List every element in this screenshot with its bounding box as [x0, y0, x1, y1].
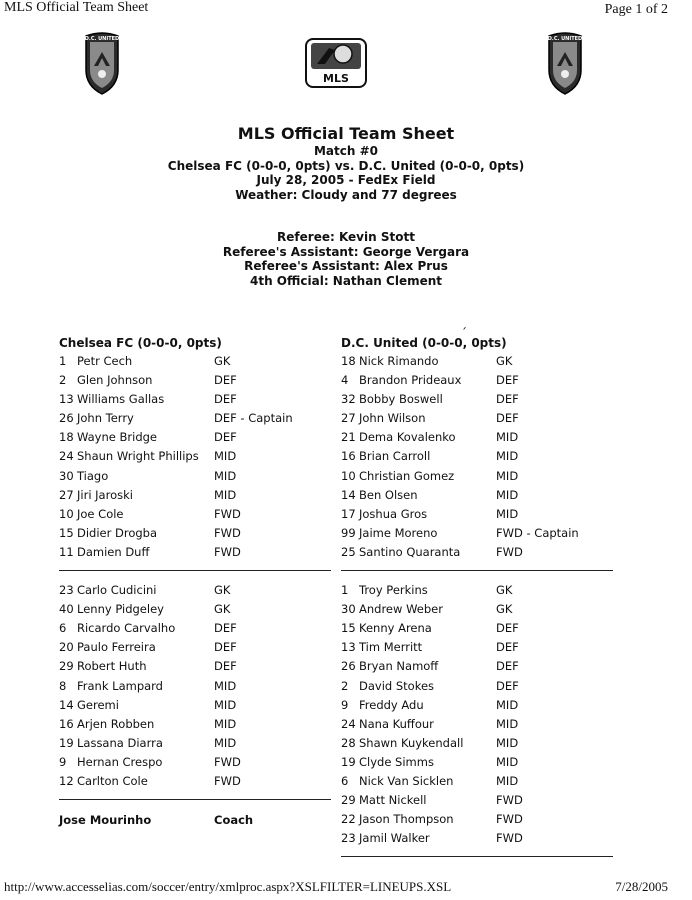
player-name: Glen Johnson: [77, 373, 153, 388]
player-name: Nick Rimando: [359, 354, 439, 368]
player-number: 25: [341, 544, 356, 559]
player-row: [341, 505, 613, 524]
coach-row: [59, 810, 349, 830]
player-position: GK: [496, 583, 513, 598]
player-position: MID: [496, 430, 519, 445]
player-name: Williams Gallas: [77, 392, 165, 407]
player-number: 9: [341, 697, 349, 712]
player-name: Troy Perkins: [359, 583, 428, 598]
player-number: 15: [59, 525, 74, 540]
player-number: 12: [59, 773, 74, 788]
crest-right-text: D.C. UNITED: [547, 36, 583, 42]
player-number: 19: [59, 735, 74, 750]
player-row: [341, 734, 613, 753]
player-position: FWD: [496, 793, 523, 808]
officials-block: [0, 230, 692, 288]
player-number: 4: [341, 373, 349, 388]
player-row: [341, 428, 613, 447]
player-number: 15: [341, 621, 356, 636]
player-position: FWD: [496, 544, 523, 559]
player-position: DEF: [214, 430, 237, 445]
player-row: [341, 581, 613, 600]
player-name: Bobby Boswell: [359, 392, 443, 407]
player-position: DEF: [214, 373, 237, 388]
player-number: 13: [59, 392, 74, 407]
player-position: MID: [214, 468, 237, 483]
player-row: [59, 447, 349, 466]
assistant-referee-2: Referee's Assistant: Alex Prus: [244, 259, 448, 273]
crest-left-text: D.C. UNITED: [84, 36, 120, 42]
coach-label: Coach: [214, 813, 254, 828]
player-name: Wayne Bridge: [77, 430, 157, 445]
player-row: [59, 543, 349, 562]
subs-list: [341, 581, 613, 848]
player-name: Carlo Cudicini: [77, 583, 157, 598]
player-position: GK: [214, 602, 231, 617]
player-position: MID: [214, 449, 237, 464]
player-number: 24: [59, 449, 74, 464]
team-chelsea: [59, 334, 349, 830]
sheet-title: MLS Official Team Sheet: [237, 124, 455, 143]
starters-list: [59, 352, 349, 562]
teams-line: Chelsea FC (0-0-0, 0pts) vs. D.C. United (0-0-0, 0pts): [167, 158, 525, 173]
player-name: Geremi: [77, 697, 119, 712]
print-date: 7/28/2005: [615, 879, 668, 894]
player-position: FWD: [214, 525, 241, 540]
player-row: [341, 677, 613, 696]
sheet-title-block: [0, 124, 692, 202]
mls-logo-text: MLS: [323, 72, 349, 85]
player-row: [341, 447, 613, 466]
player-row: [341, 715, 613, 734]
player-row: [59, 371, 349, 390]
player-name: Brandon Prideaux: [359, 373, 462, 388]
player-name: David Stokes: [359, 678, 435, 693]
player-number: 1: [59, 354, 67, 368]
player-name: Shawn Kuykendall: [359, 735, 464, 750]
player-name: Tim Merritt: [359, 640, 423, 655]
player-position: MID: [496, 487, 519, 502]
player-number: 23: [341, 831, 356, 846]
player-position: DEF: [214, 659, 237, 674]
dc-united-crest-left: [82, 30, 122, 96]
print-header-title: MLS Official Team Sheet: [4, 0, 149, 15]
player-number: 99: [341, 525, 356, 540]
player-name: Ben Olsen: [359, 487, 418, 502]
player-number: 17: [341, 506, 356, 521]
player-number: 14: [59, 697, 74, 712]
divider: [59, 570, 331, 571]
player-row: [59, 600, 349, 619]
player-number: 24: [341, 716, 356, 731]
player-row: [59, 409, 349, 428]
player-position: MID: [214, 697, 237, 712]
print-url: http://www.accesselias.com/soccer/entry/xmlproc.aspx?XSLFILTER=LINEUPS.XSL: [4, 879, 452, 894]
player-row: [341, 657, 613, 676]
player-number: 29: [341, 793, 356, 808]
player-name: Damien Duff: [77, 544, 150, 559]
player-position: FWD: [496, 812, 523, 827]
player-name: Arjen Robben: [77, 716, 155, 731]
player-position: DEF: [214, 640, 237, 655]
player-number: 22: [341, 812, 356, 827]
player-position: MID: [214, 487, 237, 502]
player-number: 40: [59, 602, 74, 617]
player-row: [341, 467, 613, 486]
player-position: DEF: [496, 411, 519, 426]
player-name: Joshua Gros: [359, 506, 428, 521]
player-name: Brian Carroll: [359, 449, 431, 464]
player-name: Clyde Simms: [359, 754, 434, 769]
player-name: Tiago: [77, 468, 109, 483]
player-number: 20: [59, 640, 74, 655]
player-row: [59, 581, 349, 600]
player-position: DEF: [496, 392, 519, 407]
player-number: 28: [341, 735, 356, 750]
player-position: MID: [214, 678, 237, 693]
player-position: DEF: [214, 621, 237, 636]
player-row: [341, 352, 613, 371]
player-position: MID: [496, 754, 519, 769]
player-name: Lenny Pidgeley: [77, 602, 164, 617]
player-number: 6: [341, 773, 349, 788]
player-row: [59, 505, 349, 524]
player-number: 26: [341, 659, 356, 674]
player-position: MID: [496, 773, 519, 788]
player-position: DEF: [496, 640, 519, 655]
player-number: 1: [341, 583, 349, 598]
player-position: DEF: [496, 621, 519, 636]
player-number: 19: [341, 754, 356, 769]
player-name: Christian Gomez: [359, 468, 455, 483]
player-position: MID: [496, 735, 519, 750]
player-number: 8: [59, 678, 67, 693]
player-number: 18: [341, 354, 356, 368]
player-position: GK: [496, 354, 513, 368]
coach-name: Jose Mourinho: [59, 813, 152, 828]
player-position: DEF: [496, 659, 519, 674]
player-number: 21: [341, 430, 356, 445]
player-row: [341, 791, 613, 810]
player-row: [59, 677, 349, 696]
player-row: [341, 486, 613, 505]
player-row: [341, 772, 613, 791]
divider: [59, 799, 331, 800]
player-row: [59, 734, 349, 753]
mls-logo: [305, 38, 367, 88]
player-row: [59, 428, 349, 447]
player-row: [341, 753, 613, 772]
player-name: Nick Van Sicklen: [359, 773, 454, 788]
player-row: [341, 638, 613, 657]
player-row: [59, 715, 349, 734]
player-row: [59, 753, 349, 772]
player-number: 26: [59, 411, 74, 426]
player-position: DEF: [496, 373, 519, 388]
player-number: 29: [59, 659, 74, 674]
player-number: 16: [59, 716, 74, 731]
player-name: Santino Quaranta: [359, 544, 461, 559]
player-name: Petr Cech: [77, 354, 133, 368]
player-position: MID: [496, 449, 519, 464]
player-name: John Wilson: [359, 411, 426, 426]
player-name: Jamil Walker: [359, 831, 430, 846]
player-row: [341, 829, 613, 848]
player-number: 32: [341, 392, 356, 407]
player-number: 14: [341, 487, 356, 502]
player-name: Matt Nickell: [359, 793, 427, 808]
player-position: FWD: [214, 506, 241, 521]
player-number: 10: [59, 506, 74, 521]
player-position: GK: [214, 354, 231, 368]
player-position: FWD: [214, 754, 241, 769]
player-name: Jiri Jaroski: [77, 487, 133, 502]
player-row: [341, 371, 613, 390]
assistant-referee-1: Referee's Assistant: George Vergara: [222, 244, 470, 259]
team-dc-united: [341, 334, 613, 867]
player-row: [59, 772, 349, 791]
player-name: Joe Cole: [77, 506, 124, 521]
team-name: Chelsea FC (0-0-0, 0pts): [59, 336, 222, 350]
player-position: DEF: [496, 678, 519, 693]
player-row: [59, 657, 349, 676]
dc-united-crest-right: [545, 30, 585, 96]
player-name: Didier Drogba: [77, 525, 158, 540]
player-name: Carlton Cole: [77, 773, 148, 788]
starters-list: [341, 352, 613, 562]
player-position: FWD: [214, 773, 241, 788]
player-number: 27: [341, 411, 356, 426]
player-name: Freddy Adu: [359, 697, 424, 712]
player-number: 2: [59, 373, 67, 388]
player-row: [59, 390, 349, 409]
player-number: 13: [341, 640, 356, 655]
player-row: [59, 467, 349, 486]
player-row: [341, 390, 613, 409]
referee: Referee: Kevin Stott: [277, 230, 415, 244]
team-name: D.C. United (0-0-0, 0pts): [341, 336, 507, 350]
player-number: 16: [341, 449, 356, 464]
player-number: 18: [59, 430, 74, 445]
match-number: Match #0: [313, 144, 378, 158]
player-name: Paulo Ferreira: [77, 640, 156, 655]
player-row: [341, 543, 613, 562]
player-number: 9: [59, 754, 67, 769]
player-row: [341, 524, 613, 543]
page-number: Page 1 of 2: [604, 2, 668, 17]
player-name: Frank Lampard: [77, 678, 163, 693]
player-row: [341, 600, 613, 619]
player-number: 2: [341, 678, 349, 693]
player-number: 6: [59, 621, 67, 636]
player-row: [59, 486, 349, 505]
subs-list: [59, 581, 349, 791]
player-position: MID: [214, 735, 237, 750]
player-row: [341, 810, 613, 829]
player-number: 30: [59, 468, 74, 483]
player-name: Hernan Crespo: [77, 754, 163, 769]
divider: [341, 570, 613, 571]
player-name: Dema Kovalenko: [359, 430, 456, 445]
player-name: Ricardo Carvalho: [77, 621, 176, 636]
stray-mark: ˊ: [461, 326, 467, 340]
player-row: [59, 619, 349, 638]
player-position: GK: [496, 602, 513, 617]
player-position: DEF: [214, 392, 237, 407]
player-row: [341, 696, 613, 715]
player-number: 23: [59, 583, 74, 598]
player-position: MID: [496, 716, 519, 731]
fourth-official: 4th Official: Nathan Clement: [249, 273, 443, 288]
player-position: MID: [496, 697, 519, 712]
player-row: [59, 352, 349, 371]
player-name: Robert Huth: [77, 659, 147, 674]
player-name: Bryan Namoff: [359, 659, 439, 674]
player-name: Andrew Weber: [359, 602, 443, 617]
player-row: [59, 524, 349, 543]
player-row: [341, 409, 613, 428]
player-number: 27: [59, 487, 74, 502]
player-position: MID: [496, 468, 519, 483]
player-name: Jason Thompson: [359, 812, 454, 827]
player-position: FWD: [496, 831, 523, 846]
weather: Weather: Cloudy and 77 degrees: [235, 187, 457, 202]
player-name: Jaime Moreno: [359, 525, 438, 540]
player-row: [59, 638, 349, 657]
player-position: GK: [214, 583, 231, 598]
player-name: Kenny Arena: [359, 621, 432, 636]
player-position: FWD - Captain: [496, 525, 579, 540]
player-name: Nana Kuffour: [359, 716, 434, 731]
player-name: Shaun Wright Phillips: [77, 449, 199, 464]
player-row: [341, 619, 613, 638]
player-position: MID: [496, 506, 519, 521]
player-position: DEF - Captain: [214, 411, 293, 426]
player-position: MID: [214, 716, 237, 731]
player-number: 10: [341, 468, 356, 483]
player-number: 30: [341, 602, 356, 617]
player-name: Lassana Diarra: [77, 735, 163, 750]
player-number: 11: [59, 544, 74, 559]
date-venue: July 28, 2005 - FedEx Field: [256, 173, 436, 187]
divider: [341, 856, 613, 857]
player-position: FWD: [214, 544, 241, 559]
player-row: [59, 696, 349, 715]
player-name: John Terry: [77, 411, 134, 426]
